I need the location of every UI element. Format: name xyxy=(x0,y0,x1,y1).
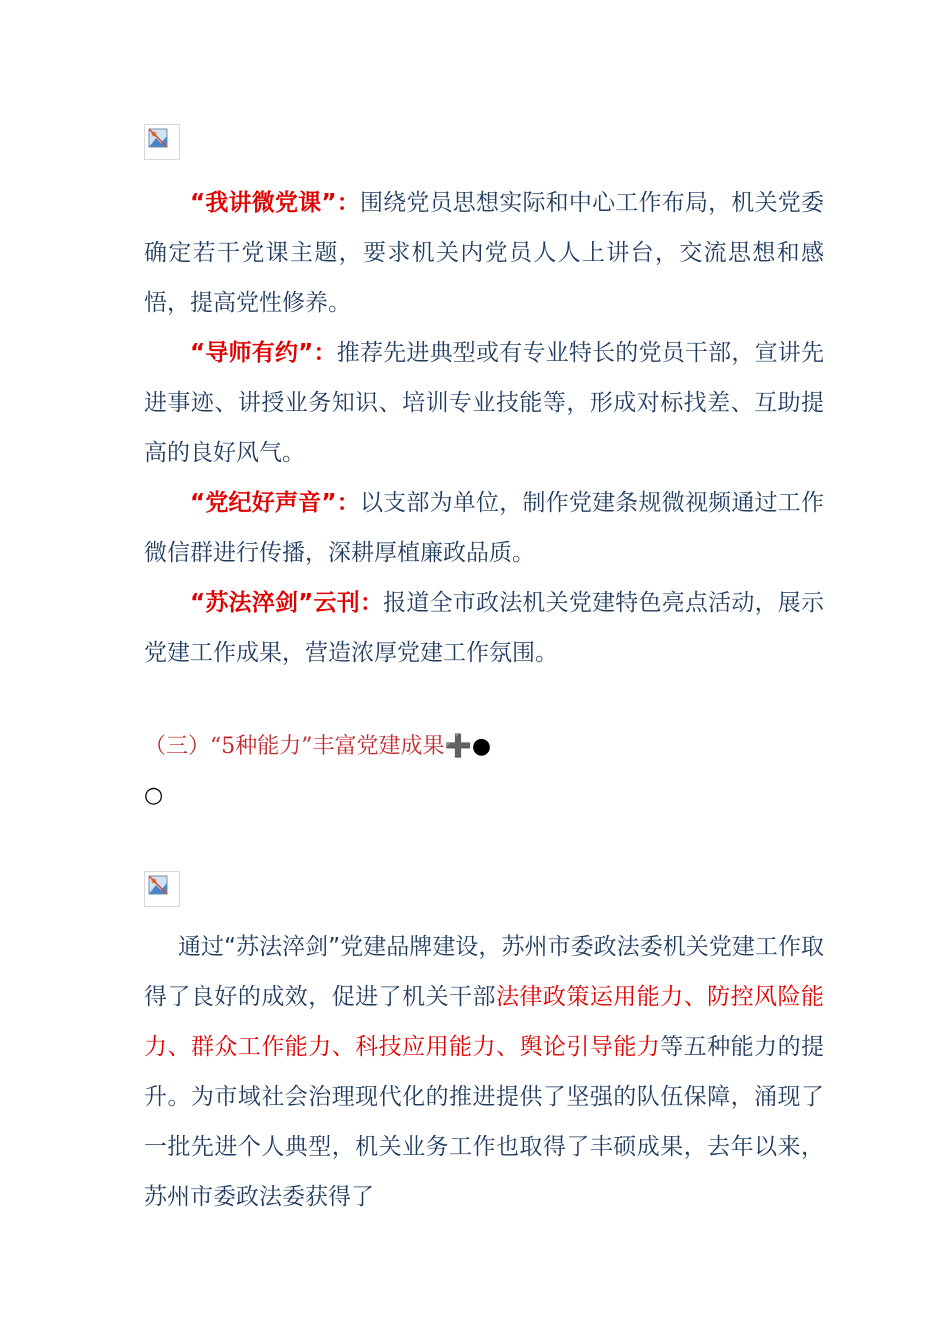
ability-law-policy: 法律政策运用能力 xyxy=(495,984,684,1010)
text-mentor: 推荐先进典型或有专业特长的党员干部，宣讲先进事迹、讲授业务知识、培训专业技能等，形成对标找差、互助提高的良好风气。 xyxy=(144,340,825,466)
broken-image-icon xyxy=(144,124,180,160)
ability-separator: 、 xyxy=(167,1034,191,1060)
results-outro: 等五种能力的提升。为市域社会治理现代化的推进提供了坚强的队伍保障，涌现了一批先进个人典型，机关业务工作也取得了丰硕成果，去年以来，苏州市委政法委获得了 xyxy=(144,1034,825,1210)
paragraph-cloud-journal xyxy=(144,578,824,678)
section-heading xyxy=(144,727,491,767)
results-intro: 通过“苏法淬剑”党建品牌建设，苏州市委政法委机关党建工作取得了良好的成效，促进了机关干部 xyxy=(144,934,824,1010)
heading-marks: ➕● xyxy=(444,734,492,759)
ability-separator: 、 xyxy=(683,984,708,1010)
ability-separator: 、 xyxy=(331,1034,356,1060)
text-cloud-journal: 报道全市政法机关党建特色亮点活动，展示党建工作成果，营造浓厚党建工作氛围。 xyxy=(144,590,825,666)
paragraph-micro-lecture xyxy=(144,178,824,328)
paragraph-mentor xyxy=(144,328,824,478)
ability-mass-work: 群众工作能力 xyxy=(190,1034,332,1060)
section-heading-text: （三）“5种能力”丰富党建成果 xyxy=(144,734,445,759)
text-discipline-voice: 以支部为单位，制作党建条规微视频通过工作微信群进行传播，深耕厚植廉政品质。 xyxy=(144,490,825,566)
ability-risk-control: 防控风险能力 xyxy=(144,984,825,1060)
ability-tech-application: 科技应用能力 xyxy=(355,1034,496,1060)
ability-separator: 、 xyxy=(496,1034,520,1060)
label-cloud-journal: “苏法淬剑”云刊： xyxy=(190,590,384,616)
paragraph-discipline-voice xyxy=(144,478,824,578)
circle-mark: ○ xyxy=(144,783,164,808)
label-mentor: “导师有约”： xyxy=(190,340,337,366)
paragraph-results xyxy=(144,922,824,1222)
label-discipline-voice: “党纪好声音”： xyxy=(190,490,360,516)
broken-image-icon xyxy=(144,871,180,907)
text-micro-lecture: 围绕党员思想实际和中心工作布局，机关党委确定若干党课主题，要求机关内党员人人上讲台，交流思想和感悟，提高党性修养。 xyxy=(144,190,825,316)
label-micro-lecture: “我讲微党课”： xyxy=(190,190,360,216)
ability-opinion-guidance: 舆论引导能力 xyxy=(519,1034,661,1060)
